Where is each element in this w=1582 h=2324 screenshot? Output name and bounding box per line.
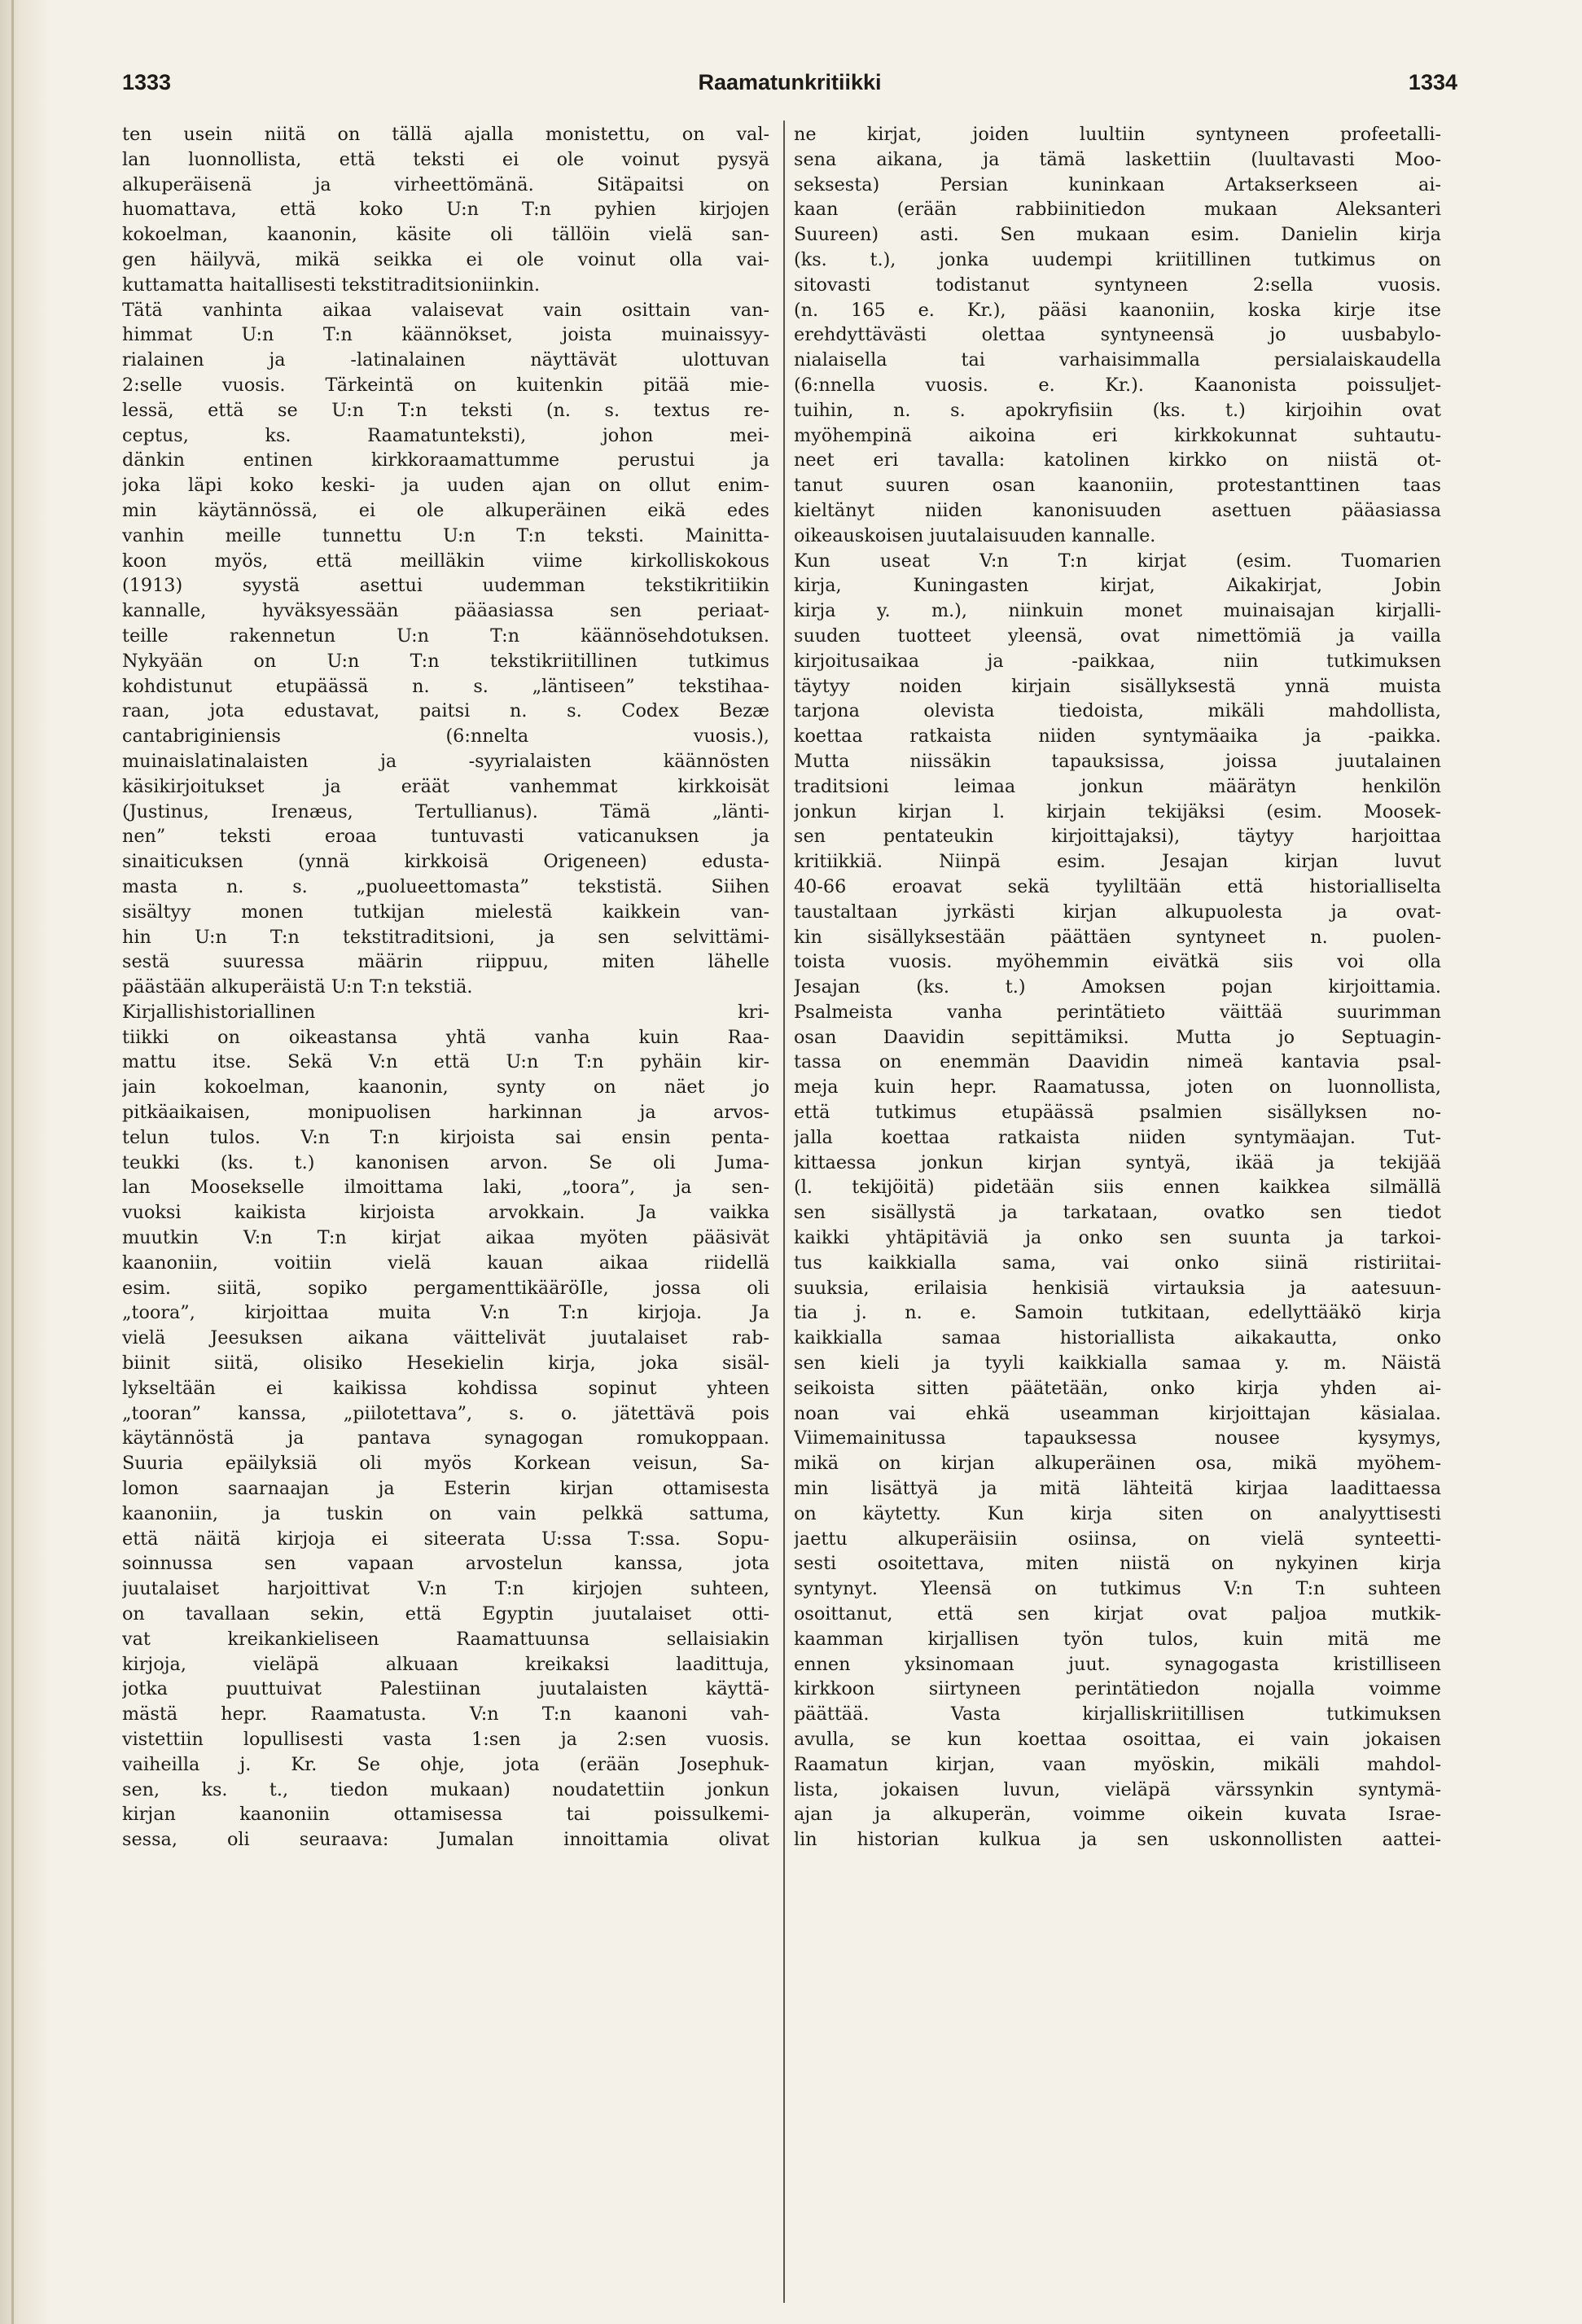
text-line: päättää. Vasta kirjalliskriitillisen tutkimuksen [794, 1704, 1441, 1725]
text-line: Viimemainitussa tapauksessa nousee kysymys, [794, 1427, 1441, 1449]
text-line: biinit siitä, olisiko Hesekielin kirja, joka sisäl- [122, 1353, 769, 1375]
text-line: jonkun kirjan l. kirjain tekijäksi (esim. Moosek- [794, 800, 1441, 822]
text-line: sisältyy monen tutkijan mielestä kaikkein van- [122, 901, 769, 923]
text-line: Suureen) asti. Sen mukaan esim. Danielin kirja [794, 224, 1441, 246]
text-line: kittaessa jonkun kirjan syntyä, ikää ja tekijää [794, 1151, 1441, 1173]
text-line: että näitä kirjoja ei siteerata U:ssa T:ssa. Sopu- [122, 1528, 769, 1550]
page-binding-shadow [0, 0, 52, 2324]
text-line: meja kuin hepr. Raamatussa, joten on luonnollista, [794, 1076, 1441, 1098]
text-line: telun tulos. V:n T:n kirjoista sai ensin penta- [122, 1126, 769, 1148]
text-line: Psalmeista vanha perintätieto väittää suurimman [794, 1001, 1441, 1023]
text-line: sinaiticuksen (ynnä kirkkoisä Origeneen) edusta- [122, 851, 769, 873]
text-line: kirjoja, vieläpä alkuaan kreikaksi laadittuja, [122, 1653, 769, 1675]
text-line: vuoksi kaikista kirjoista arvokkain. Ja vaikka [122, 1202, 769, 1224]
text-line: mattu itse. Sekä V:n että U:n T:n pyhäin kir- [122, 1051, 769, 1073]
text-line: jaettu alkuperäisiin osiinsa, on vielä synteetti- [794, 1528, 1441, 1550]
text-line: kannalle, hyväksyessään pääasiassa sen periaat- [122, 600, 769, 622]
text-line: kirjoitusaikaa ja -paikkaa, niin tutkimuksen [794, 650, 1441, 672]
text-line: tus kaikkialla sama, vai onko siinä ristiriitai- [794, 1252, 1441, 1274]
text-line: min käytännössä, ei ole alkuperäinen eikä edes [122, 499, 769, 521]
text-line: tassa on enemmän Daavidin nimeä kantavia psal- [794, 1051, 1441, 1073]
text-line: käsikirjoitukset ja eräät vanhemmat kirkkoisät [122, 775, 769, 797]
text-line: juutalaiset harjoittivat V:n T:n kirjojen suhteen, [122, 1578, 769, 1600]
text-line: muinaislatinalaisten ja -syyrialaisten käännösten [122, 750, 769, 772]
text-line: osan Daavidin sepittämiksi. Mutta jo Septuagin- [794, 1026, 1441, 1048]
text-line: Tätä vanhinta aikaa valaisevat vain osittain van- [122, 299, 769, 321]
text-line: sesti osoitettava, miten niistä on nykyinen kirja [794, 1553, 1441, 1575]
text-line: tanut suuren osan kaanoniin, protestanttinen taas [794, 475, 1441, 497]
column-divider [783, 121, 785, 2303]
text-line: Nykyään on U:n T:n tekstikriitillinen tutkimus [122, 650, 769, 672]
text-line: kaikki yhtäpitäviä ja onko sen suunta ja tarkoi- [794, 1227, 1441, 1249]
text-line: vielä Jeesuksen aikana väittelivät juutalaiset rab- [122, 1327, 769, 1349]
text-line: ceptus, ks. Raamatunteksti), johon mei- [122, 424, 769, 446]
text-line: 40-66 eroavat sekä tyyliltään että historialliselta [794, 875, 1441, 897]
text-line: sen kieli ja tyyli kaikkialla samaa y. m. Näistä [794, 1353, 1441, 1375]
text-line: kirja y. m.), niinkuin monet muinaisajan kirjalli- [794, 600, 1441, 622]
text-line: kohdistunut etupäässä n. s. „läntiseen” tekstihaa- [122, 675, 769, 697]
text-line: teukki (ks. t.) kanonisen arvon. Se oli Juma- [122, 1151, 769, 1173]
text-line: täytyy noiden kirjain sisällyksestä ynnä muista [794, 675, 1441, 697]
text-line: ennen yksinomaan juut. synagogasta kristilliseen [794, 1653, 1441, 1675]
text-line: joka läpi koko keski- ja uuden ajan on ollut enim- [122, 475, 769, 497]
running-title: Raamatunkritiikki [698, 70, 882, 94]
text-line: Kirjallishistoriallinen kri- [122, 1001, 769, 1023]
text-line: vat kreikankieliseen Raamattuunsa sellaisiakin [122, 1628, 769, 1650]
text-line: neet eri tavalla: katolinen kirkko on niistä ot- [794, 449, 1441, 471]
right-text-column [794, 122, 1441, 2296]
text-line: noan vai ehkä useamman kirjoittajan käsialaa. [794, 1402, 1441, 1424]
text-line: (1913) syystä asettui uudemman tekstikritiikin [122, 575, 769, 597]
text-line: sitovasti todistanut syntyneen 2:sella vuosis. [794, 274, 1441, 296]
text-line: koon myös, että meilläkin viime kirkolliskokous [122, 550, 769, 572]
text-line: hin U:n T:n tekstitraditsioni, ja sen selvittämi- [122, 926, 769, 948]
text-line: tuihin, n. s. apokryfisiin (ks. t.) kirjoihin ovat [794, 399, 1441, 421]
text-line: kaikkialla samaa historiallista aikakautta, onko [794, 1327, 1441, 1349]
text-line: sessa, oli seuraava: Jumalan innoittamia olivat [122, 1829, 769, 1851]
text-line: sen pentateukin kirjoittajaksi), täytyy harjoittaa [794, 826, 1441, 848]
text-line: vistettiin lopullisesti vasta 1:sen ja 2:sen vuosis. [122, 1729, 769, 1750]
text-line: kaanoniin, voitiin vielä kauan aikaa riidellä [122, 1252, 769, 1274]
text-line: syntynyt. Yleensä on tutkimus V:n T:n suhteen [794, 1578, 1441, 1600]
text-line: Raamatun kirjan, vaan myöskin, mikäli mahdol- [794, 1753, 1441, 1775]
text-line: on tavallaan sekin, että Egyptin juutalaiset otti- [122, 1603, 769, 1625]
text-line: (ks. t.), jonka uudempi kriitillinen tutkimus on [794, 248, 1441, 270]
text-line: erehdyttävästi olettaa syntyneensä jo uusbabylo- [794, 324, 1441, 346]
text-line: masta n. s. „puolueettomasta” tekstistä. Siihen [122, 875, 769, 897]
text-line: oikeauskoisen juutalaisuuden kannalle. [794, 524, 1156, 546]
page-header [122, 70, 1457, 103]
text-line: raan, jota edustavat, paitsi n. s. Codex Bezæ [122, 700, 769, 722]
text-line: (n. 165 e. Kr.), pääsi kaanoniin, koska kirje itse [794, 299, 1441, 321]
text-line: suuksia, erilaisia henkisiä virtauksia ja aatesuun- [794, 1277, 1441, 1299]
text-line: gen häilyvä, mikä seikka ei ole voinut olla vai- [122, 248, 769, 270]
text-line: ajan ja alkuperän, voimme oikein kuvata Israe- [794, 1804, 1441, 1826]
text-line: Mutta niissäkin tapauksissa, joissa juutalainen [794, 750, 1441, 772]
text-line: jalla koettaa ratkaista niiden syntymäajan. Tut- [794, 1126, 1441, 1148]
text-line: päästään alkuperäistä U:n T:n tekstiä. [122, 976, 473, 998]
text-line: on käytetty. Kun kirja siten on analyyttisesti [794, 1502, 1441, 1524]
text-line: käytännöstä ja pantava synagogan romukoppaan. [122, 1427, 769, 1449]
text-line: muutkin V:n T:n kirjat aikaa myöten pääsivät [122, 1227, 769, 1249]
text-line: kaan (erään rabbiinitiedon mukaan Aleksanteri [794, 199, 1441, 221]
text-line: pitkäaikaisen, monipuolisen harkinnan ja arvos- [122, 1102, 769, 1124]
text-line: suuden tuotteet yleensä, ovat nimettömiä ja vailla [794, 625, 1441, 647]
text-line: traditsioni leimaa jonkun määrätyn henkilön [794, 775, 1441, 797]
text-line: kirkkoon siirtyneen perintätiedon nojalla voimme [794, 1678, 1441, 1700]
text-line: kokoelman, kaanonin, käsite oli tällöin vielä san- [122, 224, 769, 246]
text-line: lessä, että se U:n T:n teksti (n. s. textus re- [122, 399, 769, 421]
text-line: mästä hepr. Raamatusta. V:n T:n kaanoni vah- [122, 1704, 769, 1725]
text-line: kaamman kirjallisen työn tulos, kuin mitä me [794, 1628, 1441, 1650]
text-line: vaiheilla j. Kr. Se ohje, jota (erään Josephuk- [122, 1753, 769, 1775]
text-line: nen” teksti eroaa tuntuvasti vaticanuksen ja [122, 826, 769, 848]
binding-edge-line [11, 0, 14, 2324]
text-line: jotka puuttuivat Palestiinan juutalaisten käyttä- [122, 1678, 769, 1700]
text-line: lin historian kulkua ja sen uskonnollisten aattei- [794, 1829, 1441, 1851]
text-line: 2:selle vuosis. Tärkeintä on kuitenkin pitää mie- [122, 374, 769, 396]
text-line: cantabriginiensis (6:nnelta vuosis.), [122, 726, 769, 748]
text-line: himmat U:n T:n käännökset, joista muinaissyy- [122, 324, 769, 346]
text-line: lista, jokaisen luvun, vieläpä värssynkin syntymä- [794, 1778, 1441, 1800]
text-line: taustaltaan jyrkästi kirjan alkupuolesta ja ovat- [794, 901, 1441, 923]
text-line: lan luonnollista, että teksti ei ole voinut pysyä [122, 148, 769, 170]
text-line: kuttamatta haitallisesti tekstitraditsioniinkin. [122, 274, 541, 296]
text-line: kin sisällyksestään päättäen syntyneet n. puolen- [794, 926, 1441, 948]
text-line: „tooran” kanssa, „piilotettava”, s. o. jätettävä pois [122, 1402, 769, 1424]
text-line: että tutkimus etupäässä psalmien sisällyksen no- [794, 1102, 1441, 1124]
page-number-right: 1334 [1408, 70, 1457, 94]
text-line: mikä on kirjan alkuperäinen osa, mikä myöhem- [794, 1453, 1441, 1475]
text-line: (l. tekijöitä) pidetään siis ennen kaikkea silmällä [794, 1177, 1441, 1199]
text-line: (6:nnella vuosis. e. Kr.). Kaanonista poissuljet- [794, 374, 1441, 396]
text-line: alkuperäisenä ja virheettömänä. Sitäpaitsi on [122, 173, 769, 195]
text-line: osoittanut, että sen kirjat ovat paljoa mutkik- [794, 1603, 1441, 1625]
text-line: ten usein niitä on tällä ajalla monistettu, on val- [122, 124, 769, 145]
text-line: sestä suuressa määrin riippuu, miten lähelle [122, 951, 769, 973]
text-line: huomattava, että koko U:n T:n pyhien kirjojen [122, 199, 769, 221]
text-line: esim. siitä, sopiko pergamenttikääröIle, jossa oli [122, 1277, 769, 1299]
text-line: „toora”, kirjoittaa muita V:n T:n kirjoja. Ja [122, 1302, 769, 1324]
text-line: min lisättyä ja mitä lähteitä kirjaa laadittaessa [794, 1478, 1441, 1500]
text-line: jain kokoelman, kaanonin, synty on näet jo [122, 1076, 769, 1098]
text-line: tarjona olevista tiedoista, mikäli mahdollista, [794, 700, 1441, 722]
text-line: avulla, se kun koettaa osoittaa, ei vain jokaisen [794, 1729, 1441, 1750]
text-line: tiikki on oikeastansa yhtä vanha kuin Raa- [122, 1026, 769, 1048]
text-line: toista vuosis. myöhemmin eivätkä siis voi olla [794, 951, 1441, 973]
text-line: Kun useat V:n T:n kirjat (esim. Tuomarien [794, 550, 1441, 572]
text-line: kirja, Kuningasten kirjat, Aikakirjat, Jobin [794, 575, 1441, 597]
text-line: Jesajan (ks. t.) Amoksen pojan kirjoittamia. [794, 976, 1441, 998]
text-line: dänkin entinen kirkkoraamattumme perustui ja [122, 449, 769, 471]
text-line: myöhempinä aikoina eri kirkkokunnat suhtautu- [794, 424, 1441, 446]
text-line: seikoista sitten päätetään, onko kirja yhden ai- [794, 1377, 1441, 1399]
text-line: sena aikana, ja tämä laskettiin (luultavasti Moo- [794, 148, 1441, 170]
text-line: sen sisällystä ja tarkataan, ovatko sen tiedot [794, 1202, 1441, 1224]
page-number-left: 1333 [122, 70, 172, 94]
text-line: nialaisella tai varhaisimmalla persialaiskaudella [794, 349, 1441, 371]
text-line: koettaa ratkaista niiden syntymäaika ja -paikka. [794, 726, 1441, 748]
text-line: kritiikkiä. Niinpä esim. Jesajan kirjan luvut [794, 851, 1441, 873]
left-text-column [122, 122, 769, 2296]
text-line: lomon saarnaajan ja Esterin kirjan ottamisesta [122, 1478, 769, 1500]
text-line: lan Moosekselle ilmoittama laki, „toora”, ja sen- [122, 1177, 769, 1199]
text-line: seksesta) Persian kuninkaan Artakserkseen ai- [794, 173, 1441, 195]
text-line: tia j. n. e. Samoin tutkitaan, edellyttääkö kirja [794, 1302, 1441, 1324]
text-line: (Justinus, Irenæus, Tertullianus). Tämä „länti- [122, 800, 769, 822]
text-line: soinnussa sen vapaan arvostelun kanssa, jota [122, 1553, 769, 1575]
text-line: rialainen ja -latinalainen näyttävät ulottuvan [122, 349, 769, 371]
text-line: vanhin meille tunnettu U:n T:n teksti. Mainitta- [122, 524, 769, 546]
text-line: sen, ks. t., tiedon mukaan) noudatettiin jonkun [122, 1778, 769, 1800]
text-line: kirjan kaanoniin ottamisessa tai poissulkemi- [122, 1804, 769, 1826]
text-line: teille rakennetun U:n T:n käännösehdotuksen. [122, 625, 769, 647]
text-line: lykseltään ei kaikissa kohdissa sopinut yhteen [122, 1377, 769, 1399]
text-line: ne kirjat, joiden luultiin syntyneen profeetalli- [794, 124, 1441, 145]
text-line: kaanoniin, ja tuskin on vain pelkkä sattuma, [122, 1502, 769, 1524]
text-line: Suuria epäilyksiä oli myös Korkean veisun, Sa- [122, 1453, 769, 1475]
text-line: kieltänyt niiden kanonisuuden asettuen pääasiassa [794, 499, 1441, 521]
